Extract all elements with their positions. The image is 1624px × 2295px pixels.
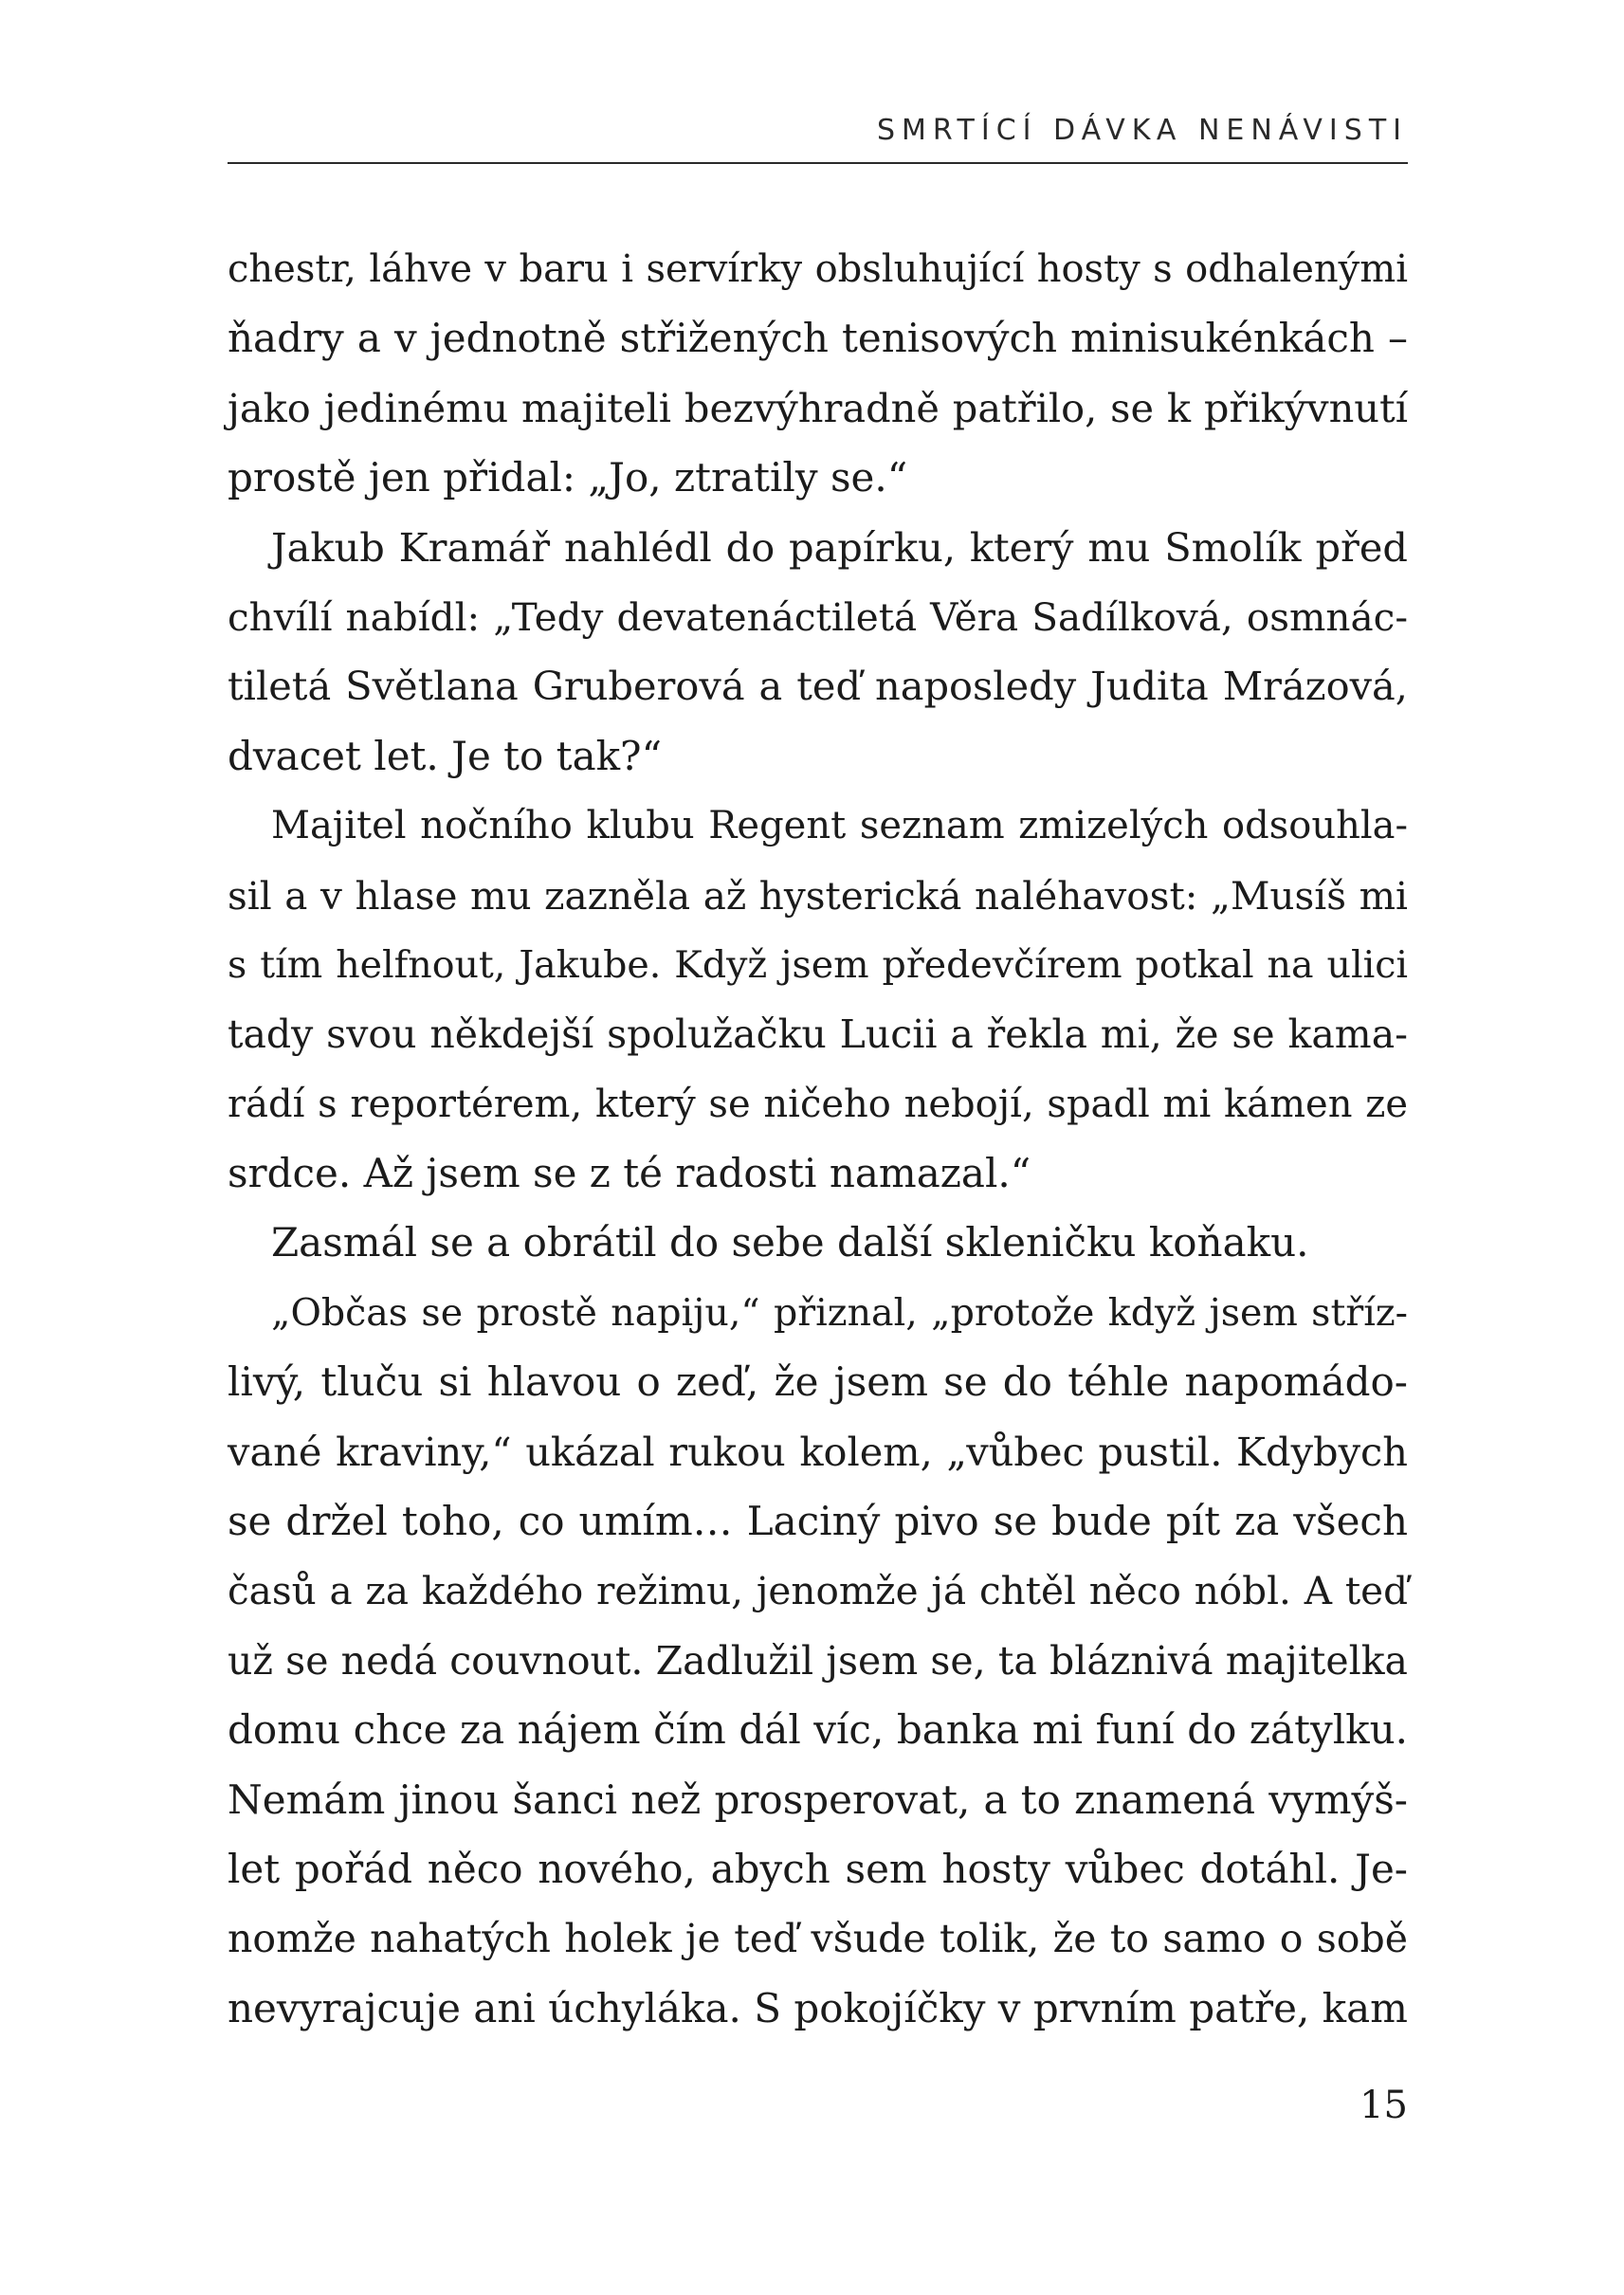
text-line: prostě jen přidal: „Jo, ztratily se.“ (228, 454, 908, 501)
text-line: Zasmál se a obrátil do sebe další skleničku koňaku. (271, 1219, 1309, 1266)
text-line: srdce. Až jsem se z té radosti namazal.“ (228, 1150, 1031, 1197)
text-line: jako jedinému majiteli bezvýhradně patřilo, se k přikývnutí (228, 384, 1408, 431)
text-line: nomže nahatých holek je teď všude tolik, že to samo o sobě (228, 1916, 1408, 1962)
text-line: vané kraviny,“ ukázal rukou kolem, „vůbec pustil. Kdybych (228, 1428, 1408, 1475)
text-line: rádí s reportérem, který se ničeho nebojí, spadl mi kámen ze (228, 1082, 1408, 1126)
text-line: „Občas se prostě napiju,“ přiznal, „protože když jsem stříz- (271, 1290, 1408, 1335)
text-line: se držel toho, co umím… Laciný pivo se bude pít za všech (228, 1498, 1408, 1545)
text-line: dvacet let. Je to tak?“ (228, 732, 663, 779)
text-line: nevyrajcuje ani úchyláka. S pokojíčky v prvním patře, kam (228, 1984, 1408, 2031)
text-line: let pořád něco nového, abych sem hosty vůbec dotáhl. Je- (228, 1845, 1408, 1892)
text-line: ňadry a v jednotně střižených tenisových minisukénkách – (228, 315, 1408, 362)
text-line: Nemám jinou šanci než prosperovat, a to znamená vymýš- (228, 1776, 1408, 1823)
page-number: 15 (1359, 2084, 1408, 2127)
running-head: SMRTÍCÍ DÁVKA NENÁVISTI (876, 114, 1408, 147)
text-line: s tím helfnout, Jakube. Když jsem předevčírem potkal na ulici (228, 942, 1408, 987)
text-line: domu chce za nájem čím dál víc, banka mi funí do zátylku. (228, 1706, 1408, 1754)
text-line: časů a za každého režimu, jenomže já chtěl něco nóbl. A teď (228, 1568, 1408, 1614)
text-line: chestr, láhve v baru i servírky obsluhující hosty s odhalenými (228, 247, 1408, 291)
text-line: tady svou někdejší spolužačku Lucii a řekla mi, že se kama- (228, 1011, 1408, 1058)
text-line: už se nedá couvnout. Zadlužil jsem se, ta bláznivá majitelka (228, 1637, 1408, 1684)
text-line: Majitel nočního klubu Regent seznam zmizelých odsouhla- (271, 804, 1408, 848)
body-text (228, 239, 1408, 2048)
text-line: Jakub Kramář nahlédl do papírku, který mu Smolík před (271, 523, 1408, 571)
text-line: livý, tluču si hlavou o zeď, že jsem se do téhle napomádo- (228, 1358, 1408, 1406)
text-line: tiletá Světlana Gruberová a teď naposledy Judita Mrázová, (228, 663, 1408, 710)
header-rule (228, 162, 1408, 164)
text-line: sil a v hlase mu zazněla až hysterická naléhavost: „Musíš mi (228, 872, 1408, 919)
text-line: chvílí nabídl: „Tedy devatenáctiletá Věra Sadílková, osmnác- (228, 593, 1408, 640)
